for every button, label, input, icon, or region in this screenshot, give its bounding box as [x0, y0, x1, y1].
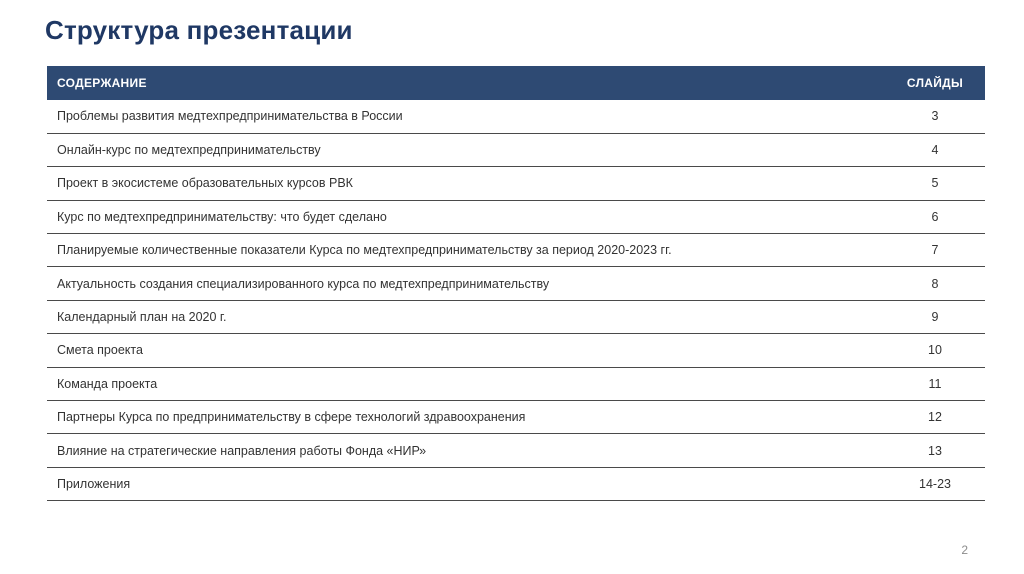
table-row [47, 234, 985, 267]
row-slides: 9 [931, 310, 939, 325]
row-content: Актуальность создания специализированного курса по медтехпредпринимательству [57, 276, 550, 291]
row-content: Влияние на стратегические направления работы Фонда «НИР» [57, 443, 427, 458]
table-row [47, 300, 985, 333]
table-row [47, 401, 985, 434]
row-slides: 4 [931, 143, 939, 158]
row-content: Приложения [57, 476, 131, 491]
row-slides: 6 [931, 209, 939, 224]
table-row [47, 133, 985, 166]
table-row [47, 200, 985, 233]
table-row [47, 467, 985, 500]
page-number: 2 [961, 543, 968, 557]
row-content: Планируемые количественные показатели Курса по медтехпредпринимательству за период 2020-2023 гг. [57, 243, 672, 258]
table-row [47, 100, 985, 133]
table-header-row [47, 66, 985, 100]
row-slides: 12 [928, 410, 942, 425]
row-content: Онлайн-курс по медтехпредпринимательству [57, 143, 321, 158]
row-content: Партнеры Курса по предпринимательству в сфере технологий здравоохранения [57, 410, 526, 425]
header-content: СОДЕРЖАНИЕ [57, 76, 147, 90]
row-slides: 7 [931, 243, 939, 258]
table-row [47, 267, 985, 300]
row-slides: 11 [928, 376, 942, 391]
header-slides: СЛАЙДЫ [906, 76, 964, 90]
row-slides: 13 [928, 443, 942, 458]
row-content: Проблемы развития медтехпредпринимательства в России [57, 109, 403, 124]
table-row [47, 167, 985, 200]
row-content: Курс по медтехпредпринимательству: что будет сделано [57, 209, 387, 224]
contents-table [47, 66, 985, 501]
row-slides: 3 [931, 109, 939, 124]
row-content: Смета проекта [57, 343, 143, 358]
row-content: Календарный план на 2020 г. [57, 310, 227, 325]
page-title: Структура презентации [45, 15, 353, 45]
row-slides: 14-23 [919, 476, 951, 491]
row-slides: 5 [931, 176, 939, 191]
table-row [47, 334, 985, 367]
table-row [47, 434, 985, 467]
row-slides: 10 [928, 343, 942, 358]
row-content: Команда проекта [57, 376, 158, 391]
row-content: Проект в экосистеме образовательных курсов РВК [57, 176, 353, 191]
row-slides: 8 [931, 276, 939, 291]
table-row [47, 367, 985, 400]
